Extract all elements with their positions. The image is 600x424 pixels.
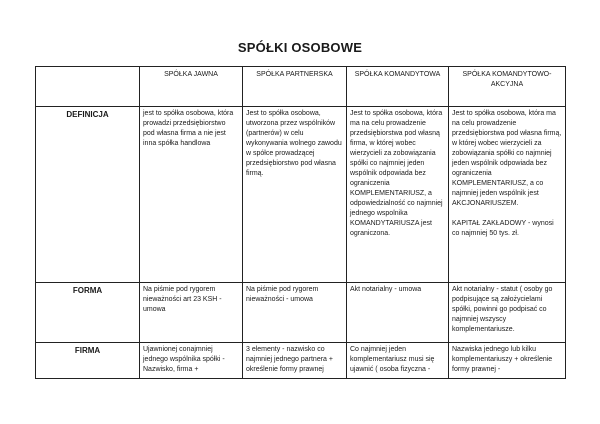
cell-forma-partnerska: Na piśmie pod rygorem nieważności - umowa [243, 283, 347, 343]
cell-forma-komandytowa: Akt notarialny - umowa [347, 283, 449, 343]
header-cell-spolka-komandytowo-akcyjna: SPÓŁKA KOMANDYTOWO-AKCYJNA [449, 67, 566, 107]
header-row [36, 67, 566, 107]
cell-forma-jawna: Na piśmie pod rygorem nieważności art 23 KSH - umowa [140, 283, 243, 343]
cell-definicja-komandytowo-akcyjna: Jest to spółka osobowa, która ma na celu prowadzenie przedsiębiorstwa pod własna firmą, w której wobec wierzycieli za zobowiązania spółki co najmniej jeden wspólnik odpowiada bez ograniczenia KOMPLEMENTARIUSZ, a co najmniej jeden wspólnik jest AKCJONARIUSZEM. KAPITAŁ ZAKŁADOWY - wynosi co najmniej 50 tys. zł. [449, 107, 566, 283]
row-label-definicja: DEFINICJA [36, 107, 140, 283]
header-cell-empty [36, 67, 140, 107]
header-cell-spolka-komandytowa: SPÓŁKA KOMANDYTOWA [347, 67, 449, 107]
cell-firma-komandytowo-akcyjna: Nazwiska jednego lub kilku komplementariuszy + określenie formy prawnej - [449, 343, 566, 379]
cell-definicja-partnerska: Jest to spółka osobowa, utworzona przez wspólników (partnerów) w celu wykonywania wolnego zawodu w spółce prowadzącej przedsiębiorstwo pod własna firmą. [243, 107, 347, 283]
table-row-firma [36, 343, 566, 379]
header-cell-spolka-jawna: SPÓŁKA JAWNA [140, 67, 243, 107]
cell-forma-komandytowo-akcyjna: Akt notarialny - statut ( osoby go podpisujące są założycielami spółki, powinni go podpisać co najmniej wszyscy komplementariusze. [449, 283, 566, 343]
table-row-definicja [36, 107, 566, 283]
row-label-firma: FIRMA [36, 343, 140, 379]
table-row-forma [36, 283, 566, 343]
page-title: SPÓŁKI OSOBOWE [237, 40, 363, 55]
comparison-table [35, 66, 566, 379]
row-label-forma: FORMA [36, 283, 140, 343]
cell-definicja-komandytowa: Jest to spółka osobowa, która ma na celu prowadzenie przedsiębiorstwa pod własną firma, w której wobec wierzycieli za zobowiązania spółki co najmniej jeden wspólnik odpowiada bez ograniczenia KOMPLEMENTARIUSZ, a odpowiedzialność co najmniej jednego wspolnika KOMANDYTARIUSZA jest ograniczona. [347, 107, 449, 283]
header-cell-spolka-partnerska: SPÓŁKA PARTNERSKA [243, 67, 347, 107]
cell-firma-jawna: Ujawnionej conajmniej jednego wspólnika spółki - Nazwisko, firma + [140, 343, 243, 379]
cell-firma-partnerska: 3 elementy - nazwisko co najmniej jednego partnera + określenie formy prawnej [243, 343, 347, 379]
cell-firma-komandytowa: Co najmniej jeden komplementariusz musi się ujawnić ( osoba fizyczna - [347, 343, 449, 379]
cell-definicja-jawna: jest to spółka osobowa, która prowadzi przedsiębiorstwo pod własna firma a nie jest inna spółka handlowa [140, 107, 243, 283]
